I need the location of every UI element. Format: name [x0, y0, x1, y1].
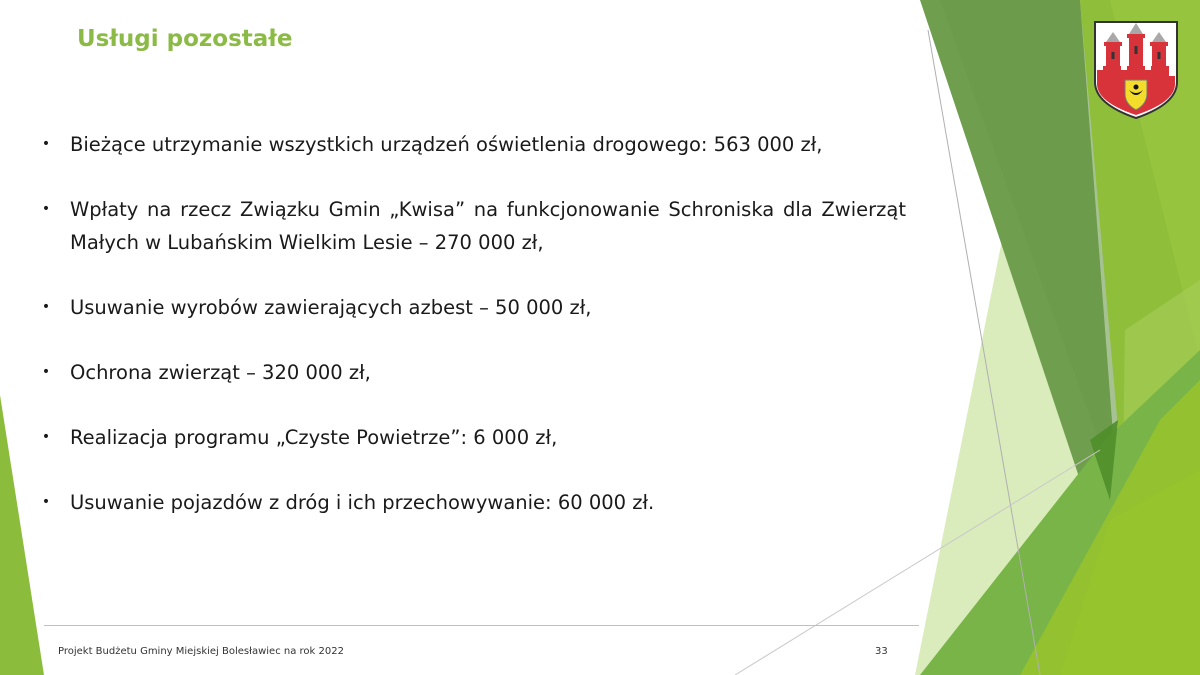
bullet-text: Realizacja programu „Czyste Powietrze”: 6 000 zł,	[70, 426, 558, 449]
bullet-item	[40, 356, 906, 389]
bullet-icon: •	[41, 429, 51, 445]
coat-of-arms-icon	[1093, 20, 1179, 120]
bullet-text: Bieżące utrzymanie wszystkich urządzeń oświetlenia drogowego: 563 000 zł,	[70, 133, 823, 156]
bullet-text: Usuwanie pojazdów z dróg i ich przechowywanie: 60 000 zł.	[70, 491, 655, 514]
bullet-text: Wpłaty na rzecz Związku Gmin „Kwisa” na funkcjonowanie Schroniska dla Zwierząt Małych w Lubańskim Wielkim Lesie – 270 000 zł,	[70, 198, 906, 254]
bullet-item	[40, 421, 906, 454]
bullet-item	[40, 291, 906, 324]
footer-divider	[44, 625, 919, 626]
bullet-item	[40, 193, 906, 259]
bullet-icon: •	[41, 364, 51, 380]
bullet-icon: •	[41, 494, 51, 510]
slide-title: Usługi pozostałe	[77, 26, 293, 52]
bullet-icon: •	[41, 136, 51, 152]
bullet-icon: •	[41, 201, 51, 217]
bullet-text: Usuwanie wyrobów zawierających azbest – 50 000 zł,	[70, 296, 592, 319]
bullet-item	[40, 486, 906, 519]
footer-text: Projekt Budżetu Gminy Miejskiej Bolesławiec na rok 2022	[58, 646, 344, 657]
bullet-list	[40, 128, 906, 519]
bullet-item	[40, 128, 906, 161]
bullet-icon: •	[41, 299, 51, 315]
bullet-text: Ochrona zwierząt – 320 000 zł,	[70, 361, 371, 384]
page-number: 33	[875, 646, 888, 657]
